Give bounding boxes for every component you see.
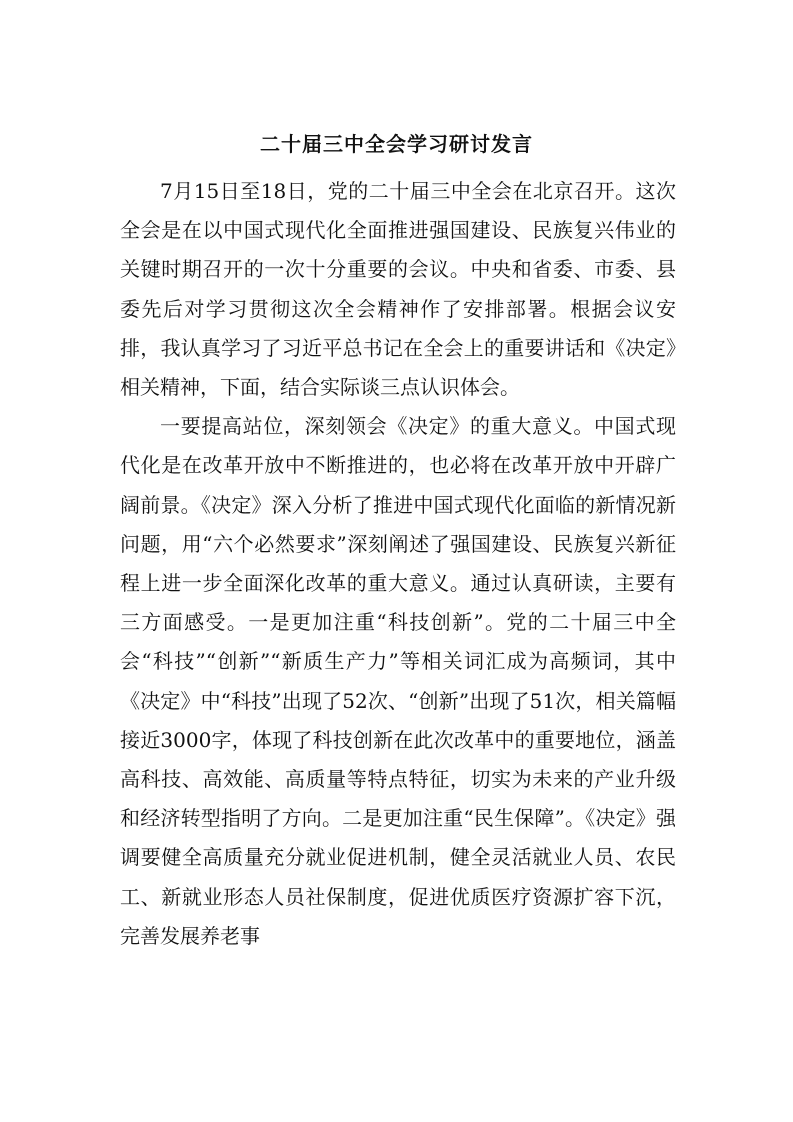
paragraph-point-one: 一要提高站位，深刻领会《决定》的重大意义。中国式现代化是在改革开放中不断推进的，也必将在改革开放中开辟广阔前景。《决定》深入分析了推进中国式现代化面临的新情况新问题，用“六个必然要求”深刻阐述了强国建设、民族复兴新征程上进一步全面深化改革的重大意义。通过认真研读，主要有三方面感受。一是更加注重“科技创新”。党的二十届三中全会“科技”“创新”“新质生产力”等相关词汇成为高频词，其中《决定》中“科技”出现了52次、“创新”出现了51次，相关篇幅接近3000字，体现了科技创新在此次改革中的重要地位，涵盖高科技、高效能、高质量等特点特征，切实为未来的产业升级和经济转型指明了方向。二是更加注重“民生保障”。《决定》强调要健全高质量充分就业促进机制，健全灵活就业人员、农民工、新就业形态人员社保制度，促进优质医疗资源扩容下沉，完善发展养老事	[120, 414, 676, 948]
document-title: 二十届三中全会学习研讨发言	[260, 132, 533, 156]
paragraph-intro: 7月15日至18日，党的二十届三中全会在北京召开。这次全会是在以中国式现代化全面推进强国建设、民族复兴伟业的关键时期召开的一次十分重要的会议。中央和省委、市委、县委先后对学习贯彻这次全会精神作了安排部署。根据会议安排，我认真学习了习近平总书记在全会上的重要讲话和《决定》相关精神，下面，结合实际谈三点认识体会。	[120, 179, 676, 400]
document-body	[120, 172, 676, 956]
